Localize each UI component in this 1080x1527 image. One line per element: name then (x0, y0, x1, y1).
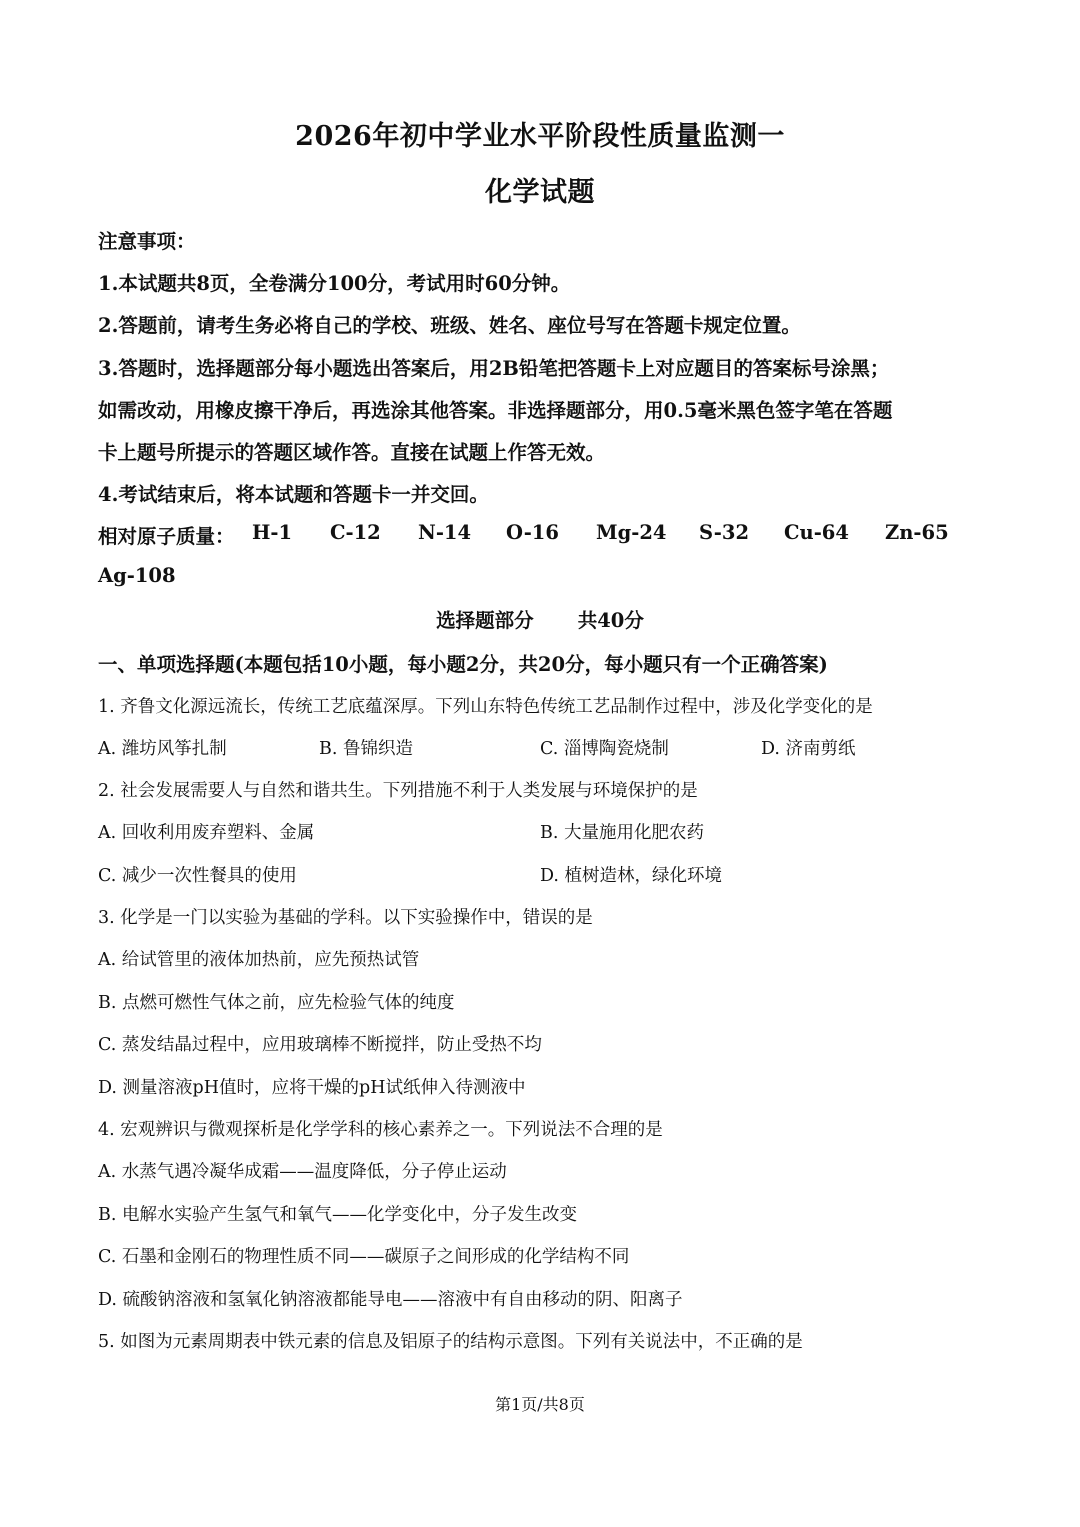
atomic-mass-value: Cu-64 (784, 521, 849, 544)
atomic-mass-value: O-16 (506, 521, 559, 544)
notice-item-3-cont2: 卡上题号所提示的答题区域作答。直接在试题上作答无效。 (98, 441, 606, 464)
question-option: C. 淄博陶瓷烧制 (540, 739, 669, 759)
question-option: A. 水蒸气遇冷凝华成霜——温度降低，分子停止运动 (98, 1162, 507, 1182)
question-option: C. 减少一次性餐具的使用 (98, 866, 297, 886)
question-option: D. 植树造林，绿化环境 (540, 866, 723, 886)
question-option: B. 电解水实验产生氢气和氧气——化学变化中，分子发生改变 (98, 1205, 577, 1225)
question-stem: 4. 宏观辨识与微观探析是化学学科的核心素养之一。下列说法不合理的是 (98, 1120, 663, 1140)
notice-item-1: 1.本试题共8页，全卷满分100分，考试用时60分钟。 (98, 272, 571, 295)
atomic-mass-value: Mg-24 (596, 521, 667, 544)
question-option: B. 点燃可燃性气体之前，应先检验气体的纯度 (98, 993, 455, 1013)
notice-heading: 注意事项： (98, 230, 196, 253)
question-option: C. 蒸发结晶过程中，应用玻璃棒不断搅拌，防止受热不均 (98, 1035, 542, 1055)
atomic-mass-label: 相对原子质量： (98, 525, 235, 548)
notice-item-3-cont: 如需改动，用橡皮擦干净后，再选涂其他答案。非选择题部分，用0.5毫米黑色签字笔在答题 (98, 399, 893, 422)
atomic-mass-value: Ag-108 (98, 564, 176, 587)
question-option: A. 给试管里的液体加热前，应先预热试管 (98, 950, 420, 970)
question-option: D. 济南剪纸 (761, 739, 856, 759)
question-option: B. 鲁锦织造 (319, 739, 413, 759)
question-stem: 3. 化学是一门以实验为基础的学科。以下实验操作中，错误的是 (98, 908, 593, 928)
notice-item-3: 3.答题时，选择题部分每小题选出答案后，用2B铅笔把答题卡上对应题目的答案标号涂黑； (98, 357, 890, 380)
atomic-mass-value: H-1 (252, 521, 293, 544)
section-score: 共40分 (577, 609, 644, 632)
question-stem: 2. 社会发展需要人与自然和谐共生。下列措施不利于人类发展与环境保护的是 (98, 781, 698, 801)
question-option: C. 石墨和金刚石的物理性质不同——碳原子之间形成的化学结构不同 (98, 1247, 630, 1267)
atomic-mass-value: N-14 (418, 521, 472, 544)
question-option: D. 硫酸钠溶液和氢氧化钠溶液都能导电——溶液中有自由移动的阴、阳离子 (98, 1290, 683, 1310)
atomic-mass-row (98, 521, 958, 547)
exam-title: 2026年初中学业水平阶段性质量监测一 (295, 121, 785, 152)
question-option: A. 潍坊风筝扎制 (98, 739, 227, 759)
question-stem: 5. 如图为元素周期表中铁元素的信息及铝原子的结构示意图。下列有关说法中，不正确的是 (98, 1332, 803, 1352)
atomic-mass-value: S-32 (699, 521, 750, 544)
question-stem: 1. 齐鲁文化源远流长，传统工艺底蕴深厚。下列山东特色传统工艺品制作过程中，涉及化学变化的是 (98, 697, 873, 717)
section-heading (0, 605, 1080, 633)
section-name: 选择题部分 (436, 609, 534, 632)
atomic-mass-value: Zn-65 (885, 521, 949, 544)
notice-item-4: 4.考试结束后，将本试题和答题卡一并交回。 (98, 483, 489, 506)
question-option: B. 大量施用化肥农药 (540, 823, 704, 843)
atomic-mass-value: C-12 (330, 521, 381, 544)
notice-item-2: 2.答题前，请考生务必将自己的学校、班级、姓名、座位号写在答题卡规定位置。 (98, 314, 801, 337)
question-option: D. 测量溶液pH值时，应将干燥的pH试纸伸入待测液中 (98, 1078, 526, 1098)
question-option: A. 回收利用废弃塑料、金属 (98, 823, 315, 843)
part-heading: 一、单项选择题(本题包括10小题，每小题2分，共20分，每小题只有一个正确答案) (98, 653, 828, 676)
exam-subject: 化学试题 (485, 177, 595, 208)
page-number: 第1页/共8页 (495, 1395, 585, 1414)
